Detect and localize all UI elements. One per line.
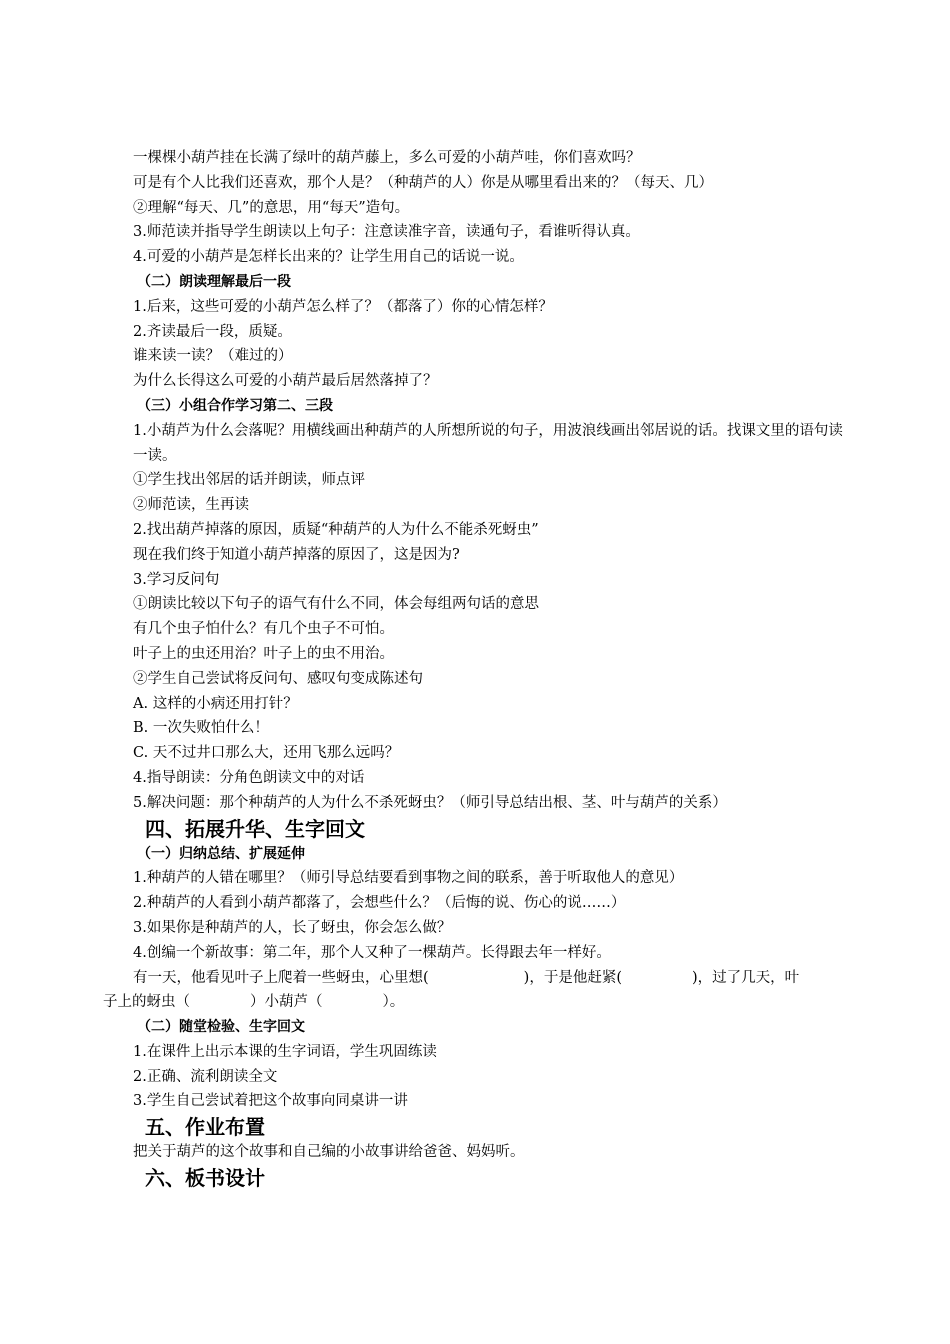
story-text: )，过了几天，叶 xyxy=(691,969,800,986)
paragraph: 谁来读一读？（难过的） xyxy=(133,348,293,365)
paragraph: 4.指导朗读：分角色朗读文中的对话 xyxy=(133,769,365,786)
paragraph: 1.小葫芦为什么会落呢？用横线画出种葫芦的人所想所说的句子，用波浪线画出邻居说的话。找课文里的语句读一读。 xyxy=(133,422,843,464)
paragraph: 3.师范读并指导学生朗读以上句子：注意读准字音，读通句子，看谁听得认真。 xyxy=(133,224,640,241)
paragraph: ②师范读，生再读 xyxy=(133,497,249,514)
paragraph: 2.种葫芦的人看到小葫芦都落了，会想些什么？（后悔的说、伤心的说……） xyxy=(133,895,626,912)
paragraph: 2.找出葫芦掉落的原因，质疑“种葫芦的人为什么不能杀死蚜虫” xyxy=(133,521,539,538)
paragraph: C. 天不过井口那么大，还用飞那么远吗？ xyxy=(133,745,400,762)
paragraph: ②学生自己尝试将反问句、感叹句变成陈述句 xyxy=(133,670,423,687)
story-text: ）。 xyxy=(382,994,405,1011)
paragraph: 为什么长得这么可爱的小葫芦最后居然落掉了？ xyxy=(133,373,438,390)
paragraph: 有几个虫子怕什么？有几个虫子不可怕。 xyxy=(133,621,394,638)
story-paragraph-line-2 xyxy=(103,990,853,1015)
section-heading: 六、板书设计 xyxy=(145,1166,265,1191)
paragraph: 1.后来，这些可爱的小葫芦怎么样了？（都落了）你的心情怎样？ xyxy=(133,298,553,315)
paragraph: 可是有个人比我们还喜欢，那个人是？（种葫芦的人）你是从哪里看出来的？（每天、几） xyxy=(133,174,713,191)
paragraph: 3.学生自己尝试着把这个故事向同桌讲一讲 xyxy=(133,1093,408,1110)
section-subheading: （三）小组合作学习第二、三段 xyxy=(137,397,333,414)
paragraph: 4.创编一个新故事：第二年，那个人又种了一棵葫芦。长得跟去年一样好。 xyxy=(133,944,611,961)
paragraph: 叶子上的虫还用治？叶子上的虫不用治。 xyxy=(133,645,394,662)
paragraph: 现在我们终于知道小葫芦掉落的原因了，这是因为? xyxy=(133,546,460,563)
paragraph: 3.如果你是种葫芦的人，长了蚜虫，你会怎么做？ xyxy=(133,919,452,936)
paragraph: 5.解决问题：那个种葫芦的人为什么不杀死蚜虫？（师引导总结出根、茎、叶与葫芦的关系） xyxy=(133,794,727,811)
paragraph: 1.在课件上出示本课的生字词语，学生巩固练读 xyxy=(133,1043,437,1060)
paragraph: 一棵棵小葫芦挂在长满了绿叶的葫芦藤上，多么可爱的小葫芦哇，你们喜欢吗？ xyxy=(133,150,641,166)
paragraph: ②理解“每天、几”的意思，用“每天”造句。 xyxy=(133,199,410,216)
paragraph: 2.正确、流利朗读全文 xyxy=(133,1068,278,1085)
paragraph: ①朗读比较以下句子的语气有什么不同，体会每组两句话的意思 xyxy=(133,596,539,613)
paragraph: 把关于葫芦的这个故事和自己编的小故事讲给爸爸、妈妈听。 xyxy=(133,1144,525,1161)
paragraph: 2.齐读最后一段，质疑。 xyxy=(133,323,292,340)
section-subheading: （一）归纳总结、扩展延伸 xyxy=(137,845,305,862)
story-text: )，于是他赶紧( xyxy=(523,969,622,986)
story-paragraph-line-1 xyxy=(103,966,853,991)
paragraph: 1.种葫芦的人错在哪里？（师引导总结要看到事物之间的联系，善于听取他人的意见） xyxy=(133,870,684,887)
story-text: ）小葫芦（ xyxy=(250,994,323,1011)
section-subheading: （二）朗读理解最后一段 xyxy=(137,273,291,290)
section-subheading: （二）随堂检验、生字回文 xyxy=(137,1019,305,1036)
paragraph: 4.可爱的小葫芦是怎样长出来的？让学生用自己的话说一说。 xyxy=(133,249,524,266)
section-heading: 五、作业布置 xyxy=(145,1115,265,1140)
document-body xyxy=(103,146,853,1191)
section-heading: 四、拓展升华、生字回文 xyxy=(145,816,365,841)
paragraph: A. 这样的小病还用打针？ xyxy=(133,695,298,712)
paragraph: B. 一次失败怕什么！ xyxy=(133,720,269,737)
paragraph: 3.学习反问句 xyxy=(133,571,220,588)
story-text: 子上的蚜虫（ xyxy=(103,994,190,1011)
paragraph: ①学生找出邻居的话并朗读，师点评 xyxy=(133,472,365,489)
story-text: 有一天，他看见叶子上爬着一些蚜虫，心里想( xyxy=(133,969,429,986)
